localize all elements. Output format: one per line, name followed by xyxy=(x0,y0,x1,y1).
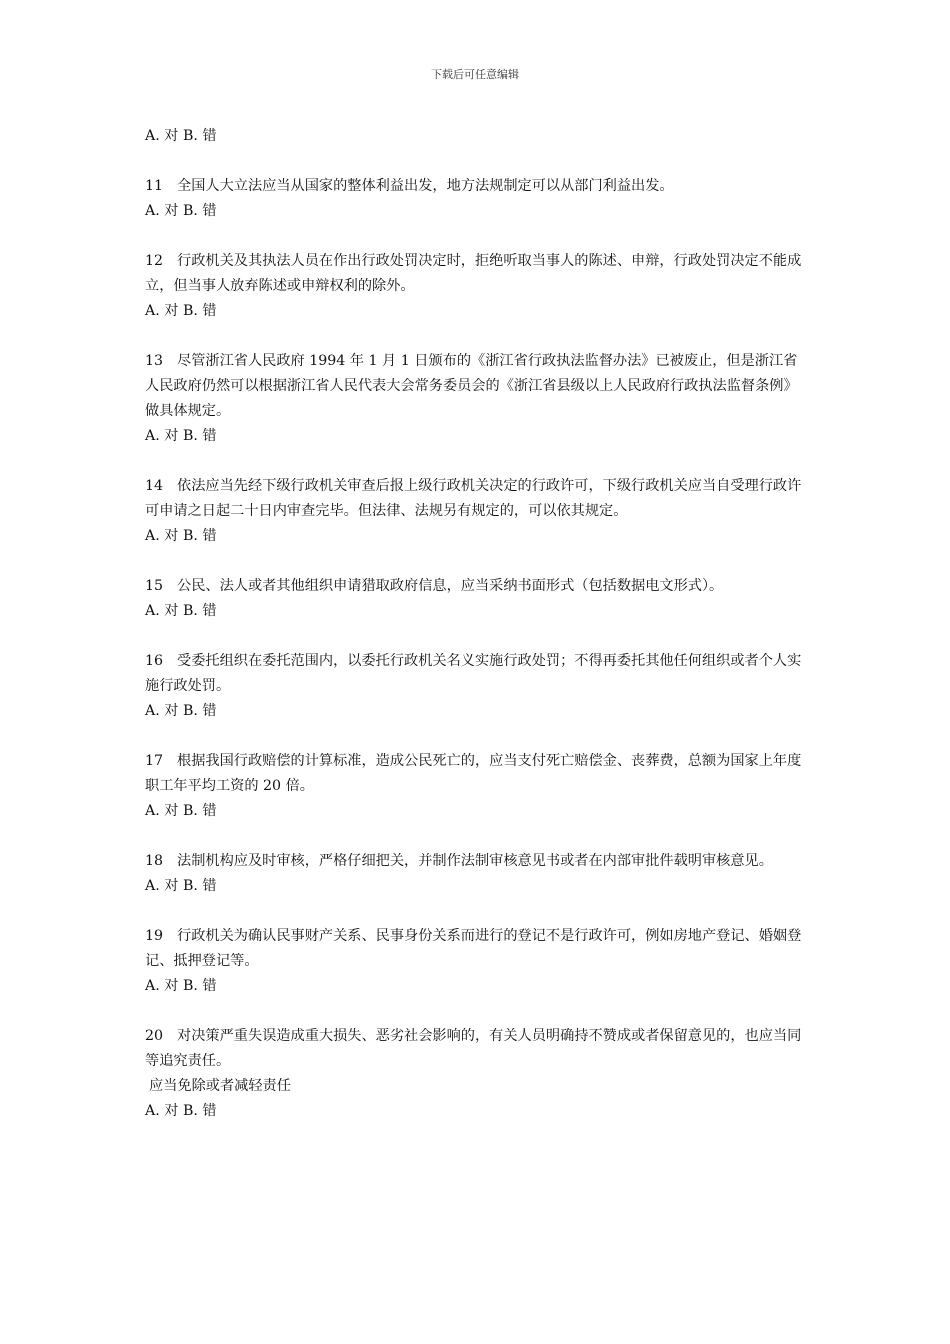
question-number: 17 xyxy=(145,753,164,769)
question-number: 11 xyxy=(145,178,164,194)
question-text xyxy=(145,924,810,974)
question-17 xyxy=(145,749,810,824)
question-text xyxy=(145,474,810,524)
question-19 xyxy=(145,924,810,999)
question-body: 公民、法人或者其他组织申请猎取政府信息，应当采纳书面形式（包括数据电文形式）。 xyxy=(177,578,724,594)
question-body: 依法应当先经下级行政机关审查后报上级行政机关决定的行政许可，下级行政机关应当自受理行政许可申请之日起二十日内审查完毕。但法律、法规另有规定的，可以依其规定。 xyxy=(145,478,802,519)
question-15 xyxy=(145,574,810,624)
question-12 xyxy=(145,249,810,324)
question-14 xyxy=(145,474,810,549)
question-18 xyxy=(145,849,810,899)
answer-options: A. 对 B. 错 xyxy=(145,978,217,994)
question-number: 18 xyxy=(145,853,164,869)
answer-options: A. 对 B. 错 xyxy=(145,703,217,719)
question-number: 14 xyxy=(145,478,164,494)
answer-options: A. 对 B. 错 xyxy=(145,803,217,819)
question-body: 法制机构应及时审核，严格仔细把关，并制作法制审核意见书或者在内部审批件载明审核意见。 xyxy=(177,853,773,869)
question-text xyxy=(145,1024,810,1074)
answer-options: A. 对 B. 错 xyxy=(145,428,217,444)
answer-options: A. 对 B. 错 xyxy=(145,528,217,544)
question-list xyxy=(145,124,810,1124)
question-text xyxy=(145,649,810,699)
question-number: 13 xyxy=(145,353,164,369)
question-16 xyxy=(145,649,810,724)
question-number: 20 xyxy=(145,1028,164,1044)
question-body: 行政机关及其执法人员在作出行政处罚决定时，拒绝听取当事人的陈述、申辩，行政处罚决定不能成立，但当事人放弃陈述或申辩权利的除外。 xyxy=(145,253,802,294)
question-20 xyxy=(145,1024,810,1124)
question-number: 15 xyxy=(145,578,164,594)
question-number: 16 xyxy=(145,653,164,669)
question-body: 根据我国行政赔偿的计算标准，造成公民死亡的，应当支付死亡赔偿金、丧葬费，总额为国家上年度职工年平均工资的 20 倍。 xyxy=(145,753,802,794)
question-text xyxy=(145,749,810,799)
question-text xyxy=(145,349,810,424)
question-text xyxy=(145,849,810,874)
answer-options: A. 对 B. 错 xyxy=(145,603,217,619)
answer-options: A. 对 B. 错 xyxy=(145,203,217,219)
question-body: 受委托组织在委托范围内，以委托行政机关名义实施行政处罚；不得再委托其他任何组织或者个人实施行政处罚。 xyxy=(145,653,802,694)
question-note: 应当免除或者减轻责任 xyxy=(149,1078,291,1094)
question-text xyxy=(145,574,810,599)
question-13 xyxy=(145,349,810,449)
answer-options: A. 对 B. 错 xyxy=(145,878,217,894)
question-body: 对决策严重失误造成重大损失、恶劣社会影响的，有关人员明确持不赞成或者保留意见的，也应当同等追究责任。 xyxy=(145,1028,802,1069)
question-body: 行政机关为确认民事财产关系、民事身份关系而进行的登记不是行政许可，例如房地产登记、婚姻登记、抵押登记等。 xyxy=(145,928,802,969)
question-body: 尽管浙江省人民政府 1994 年 1 月 1 日颁布的《浙江省行政执法监督办法》已被废止，但是浙江省人民政府仍然可以根据浙江省人民代表大会常务委员会的《浙江省县级以上人民政府行政执法监督条例》做具体规定。 xyxy=(145,353,798,419)
question-number: 19 xyxy=(145,928,164,944)
question-11 xyxy=(145,174,810,224)
answer-options: A. 对 B. 错 xyxy=(145,128,217,144)
answer-options: A. 对 B. 错 xyxy=(145,303,217,319)
question-text xyxy=(145,249,810,299)
question-body: 全国人大立法应当从国家的整体利益出发，地方法规制定可以从部门利益出发。 xyxy=(177,178,674,194)
answer-options: A. 对 B. 错 xyxy=(145,1103,217,1119)
question-text xyxy=(145,174,810,199)
page-header: 下载后可任意编辑 xyxy=(431,68,519,81)
question-number: 12 xyxy=(145,253,164,269)
